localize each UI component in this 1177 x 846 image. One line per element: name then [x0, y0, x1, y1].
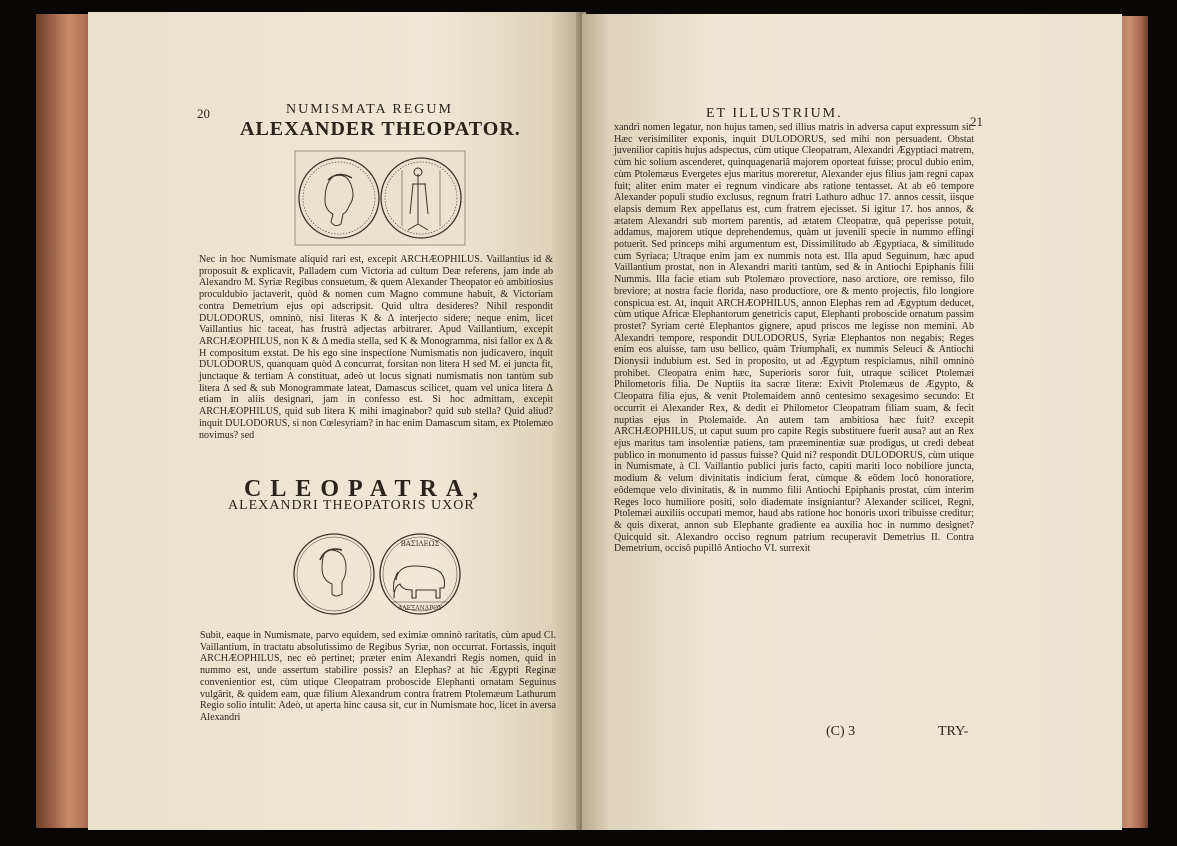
coin-plate-alexander — [294, 150, 466, 246]
text-block-right — [614, 122, 974, 555]
page-number-left: 20 — [197, 106, 210, 121]
book-fore-edge-left — [36, 14, 96, 828]
running-head-left: NUMISMATA REGUM — [286, 102, 453, 117]
right-page — [582, 14, 1122, 830]
book-fore-edge-right — [1118, 16, 1148, 828]
left-page — [88, 12, 580, 830]
coin-engraving-alexander — [294, 150, 466, 246]
catchword: TRY- — [938, 724, 969, 739]
section-title-alexander: ALEXANDER THEOPATOR. — [240, 118, 521, 140]
coin-legend-bottom: ΑΛΕΞΑΝΔΡΟΥ — [397, 605, 443, 612]
paragraph-cleopatra: Subit, eaque in Numismate, parvo equidem, sed eximiæ omninò raritatis, cùm apud Cl. Vaillantium, in tractatu absolutissimo de Regibus Syriæ, non occurrat. Fortassis, inquit ARCHÆOPHILUS, nec eò pertinet; præter enim Alexandri Regis nomen, quid in nummo est, unde assertum stabilire possis? an Elephas? at hic Ægypti Reginæ convenientior est, cùm utique Cleopatram proboscide Elephanti ornatam Seguinus vulgârit, & quidem eam, quæ filium Alexandrum contra fratrem Ptolemæum Lathurum Regio solio intulit: Adeò, ut aperta hinc causa sit, cur in Numismate hoc, licet in aversa Alexandri — [200, 630, 556, 723]
page-number-right: 21 — [970, 114, 983, 129]
text-block-cleopatra — [200, 630, 556, 724]
signature-mark: (C) 3 — [826, 724, 856, 739]
text-block-alexander — [199, 254, 553, 441]
paragraph-alexander: Nec in hoc Numismate aliquid rari est, excepit ARCHÆOPHILUS. Vaillantius id & proposuit & explicavit, Palladem cum Victoria ad cultum Deæ referens, jam inde ab Alexandro M. Syriæ Regibus consuetum, & quem Alexander Theopator eò ambitiosius proculdubio jactaverit, quòd & nomen cum Magno commune habuit, & Victoriam contra Demetrium ejus opi adscripsit. Quid ultra desideres? Nihil respondit DULODORUS, omninò, nisi literas K & Δ interjecto sidere; neque enim, licet Vaillantius hic taceat, has frustrà adjectas arbitrarer. Apud Vaillantium, excepit ARCHÆOPHILUS, non K & Δ media stella, sed K & Monogramma, nisi fallor ex Δ & H compositum exstat. De his ego sine inspectione Numismatis non judicavero, inquit DULODORUS, quanquam quòd Δ concurrat, forsitan non litera H sed M. ei juncta fit, junctaque & tertiam A constituat, adeò ut locus signati numismatis non tantùm sub litera Δ sed & sub Monogrammate lateat, Damascus scilicet, quam vel unica litera Δ etiam in aliis designari, jam in confesso est. Si hoc admittam, excepit ARCHÆOPHILUS, quid sub litera K mihi imaginabor? quid sub stella? Quid aliud? inquit DULODORUS, si non Cœlesyriam? in hac enim Damascum sitam, ex Ptolemæo novimus? sed — [199, 254, 553, 441]
section-title-cleopatra: CLEOPATRA, — [244, 476, 488, 502]
coin-plate-cleopatra — [290, 526, 466, 622]
coin-legend-top: ΒΑΣΙΛΕΩΣ — [400, 540, 440, 548]
paragraph-right: xandri nomen legatur, non hujus tamen, sed illius matris in adversa caput expressum sit. Hæc verisimiliter exponis, inquit DULODORUS, sed mihi non persuadent. Obstat juvenilior capitis hujus adspectus, cùm utique Cleopatram, Alexandri Ægyptiaci matrem, cùm hic solium ascenderet, quinquagenariâ majorem oporteat fuisse; procul dubio enim, cùm Ptolemæus Evergetes ejus maritus moreretur, Alexander ejus filius jam regni capax fuit; aliter enim mater ei regnum vindicare abs ratione tentasset. At ab eô tempore Alexander populi studio exclusus, regnum fratri Lathuro adhuc 17. annos cessit, iisque elapsis demum Rex appellatus est, cum fratrem ejecisset. Si igitur 17. hos annos, & ætatem Alexandri sub mortem parentis, ad ætatem Cleopatræ, quâ peperisse potuit, addamus, majorem utique deprehendemus, quàm ut juvenili specie in nummo effingi potuerit. Sed princeps mihi argumentum est, Dissimilitudo ab Ægyptiaca, & similitudo cum Syriaca; Utraque enim jam ex nummis nota est. Illa apud Seguinum, hæc apud Vaillantium prostat, non in Alexandri mariti tantùm, sed & in Antiochi Epiphanis filii Nummis. Illa facie etiam sub Ptolemæo provectiore, naso arctiore, ore remisso, filo breviore; at nostra facie florida, naso productiore, ore & mento projectis, filo longiore conspicua est. At, inquit ARCHÆOPHILUS, annon Elephas rem ad Ægyptum deducet, cùm utique Africæ Elephantorum genetricis caput, Elephanti proboscide ornatum passim prostet? Syriam certè Elephantos gignere, apud priscos me legisse non memini. Ab Alexandri tempore, respondit DULODORUS, Syriæ Elephantos non negabis; Reges enim eos aluisse, tam usu bellico, quàm Triumphali, ex nummis Seleuci & Antiochi Dionysii indubium est. Sed in proposito, ut ad Ægyptum respiciamus, nihil omninò prohibet. Cleopatra enim hæc, Superioris soror fuit, utraque scilicet Ptolemæi Philometoris filia. De Nuptiis ita sacræ literæ: Exivit Ptolemæus de Ægypto, & Cleopatra filia ejus, & venit Ptolemaidem annô centesimo sexagesimo secundo: Et occurrit ei Alexander Rex, & dedit ei Philometor Cleopatram filiam suam, & fecit nuptias ejus in Ptolemaide. An autem tam ambitiosa hæc fuit? excepit ARCHÆOPHILUS, ut caput suum pro capite Regis substituere fuerit ausa? aut an Rex ejus maritus tam insolentiæ patiens, tam præeminentiæ suæ prodigus, ut credi debeat publico in monumento id passus fuisse? Quid ni? respondit DULODORUS, cùm utique in Numismate, à Cl. Vaillantio publici juris facto, capiti mariti loco nobiliore juncta, modium & velum divinitatis indicium ferat, cùmque & eôdem locô honoratiore, eôdemque velo divinitatis, & in nummo filii Antiochi Epiphanis prostat, cùm interim Reges loco humiliore positi, solo diademate insigniantur? Alexander scilicet, Regni, Ptolemæi auxiliis occupati memor, haud abs ratione hoc honoris uxori tribuisse creditur; & quis dixerat, annon sub Elephante gradiente ea auxilia hoc in nummo designet? Quicquid sit. Alexandro occiso regnum patrium recuperavit Demetrius II. Contra Demetrium, occisô pupillô Antiocho VI. surrexit — [614, 122, 974, 555]
section-subtitle-cleopatra: ALEXANDRI THEOPATORIS UXOR — [228, 498, 475, 513]
coin-engraving-cleopatra — [290, 526, 466, 622]
running-head-right: ET ILLUSTRIUM. — [706, 106, 843, 121]
